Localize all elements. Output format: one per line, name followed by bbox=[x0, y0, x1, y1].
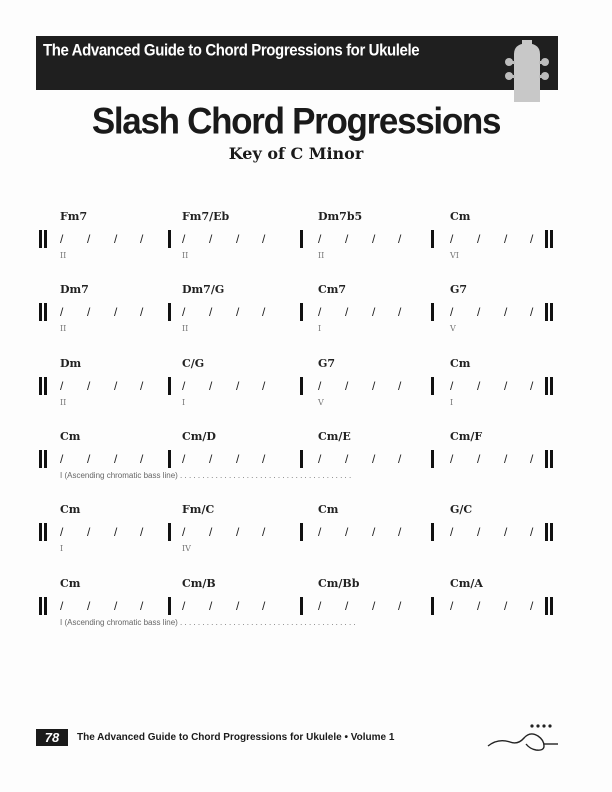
chord-symbol: Fm/C bbox=[182, 503, 215, 516]
ukulele-outline-icon bbox=[486, 722, 560, 752]
start-double-barline bbox=[39, 377, 47, 395]
beat-slash: / bbox=[262, 525, 266, 539]
beat-slash: / bbox=[318, 599, 322, 613]
beat-slash: / bbox=[477, 452, 481, 466]
page-number-box bbox=[36, 729, 68, 746]
beat-slash: / bbox=[182, 452, 186, 466]
chord-symbol: Dm7 bbox=[60, 283, 89, 296]
beat-slash: / bbox=[450, 232, 454, 246]
roman-numeral: I bbox=[60, 544, 64, 553]
footer-text: The Advanced Guide to Chord Progressions for Ukulele • Volume 1 bbox=[77, 732, 395, 743]
roman-numeral: I bbox=[318, 324, 322, 333]
end-double-barline bbox=[545, 303, 553, 321]
chord-symbol: Cm bbox=[60, 430, 81, 443]
barline bbox=[168, 230, 171, 248]
header-banner bbox=[36, 36, 558, 90]
beat-slash: / bbox=[87, 379, 91, 393]
beat-slash: / bbox=[60, 525, 64, 539]
beat-slash: / bbox=[209, 305, 213, 319]
barline bbox=[300, 377, 303, 395]
roman-numeral: II bbox=[60, 251, 67, 260]
beat-slash: / bbox=[530, 452, 534, 466]
beat-slash: / bbox=[398, 232, 402, 246]
barline bbox=[300, 523, 303, 541]
beat-slash: / bbox=[398, 379, 402, 393]
beat-slash: / bbox=[262, 379, 266, 393]
beat-slash: / bbox=[236, 525, 240, 539]
beat-slash: / bbox=[87, 452, 91, 466]
barline bbox=[168, 523, 171, 541]
start-double-barline bbox=[39, 230, 47, 248]
beat-slash: / bbox=[504, 379, 508, 393]
beat-slash: / bbox=[345, 232, 349, 246]
beat-slash: / bbox=[450, 379, 454, 393]
beat-slash: / bbox=[114, 452, 118, 466]
barline bbox=[168, 597, 171, 615]
beat-slash: / bbox=[530, 305, 534, 319]
roman-numeral: I bbox=[182, 398, 186, 407]
beat-slash: / bbox=[318, 379, 322, 393]
barline bbox=[431, 523, 434, 541]
beat-slash: / bbox=[209, 379, 213, 393]
beat-slash: / bbox=[450, 525, 454, 539]
end-double-barline bbox=[545, 230, 553, 248]
beat-slash: / bbox=[345, 452, 349, 466]
end-double-barline bbox=[545, 597, 553, 615]
beat-slash: / bbox=[530, 525, 534, 539]
beat-slash: / bbox=[236, 379, 240, 393]
beat-slash: / bbox=[372, 232, 376, 246]
beat-slash: / bbox=[236, 599, 240, 613]
chord-symbol: Fm7 bbox=[60, 210, 88, 223]
beat-slash: / bbox=[318, 452, 322, 466]
beat-slash: / bbox=[450, 452, 454, 466]
start-double-barline bbox=[39, 303, 47, 321]
beat-slash: / bbox=[504, 525, 508, 539]
beat-slash: / bbox=[262, 305, 266, 319]
beat-slash: / bbox=[530, 232, 534, 246]
progression-row bbox=[0, 210, 612, 270]
beat-slash: / bbox=[114, 379, 118, 393]
ukulele-headstock-icon bbox=[500, 40, 554, 102]
chord-symbol: Cm bbox=[318, 503, 339, 516]
start-double-barline bbox=[39, 450, 47, 468]
beat-slash: / bbox=[398, 305, 402, 319]
barline bbox=[431, 377, 434, 395]
beat-slash: / bbox=[318, 232, 322, 246]
beat-slash: / bbox=[209, 232, 213, 246]
barline bbox=[168, 377, 171, 395]
page-subtitle: Key of C Minor bbox=[228, 144, 364, 163]
chord-symbol: Dm7/G bbox=[182, 283, 225, 296]
progression-note: I (Ascending chromatic bass line) . . . . . . . . . . . . . . . . . . . . . . . . . . . . . . . . . . . . . . . bbox=[60, 471, 352, 480]
beat-slash: / bbox=[372, 599, 376, 613]
barline bbox=[300, 303, 303, 321]
beat-slash: / bbox=[262, 599, 266, 613]
chord-symbol: Cm/D bbox=[182, 430, 216, 443]
start-double-barline bbox=[39, 597, 47, 615]
beat-slash: / bbox=[450, 305, 454, 319]
progression-note: I (Ascending chromatic bass line) . . . . . . . . . . . . . . . . . . . . . . . . . . . . . . . . . . . . . . . . bbox=[60, 618, 356, 627]
chord-symbol: Cm/Bb bbox=[318, 577, 360, 590]
roman-numeral: II bbox=[60, 324, 67, 333]
page-title: Slash Chord Progressions bbox=[91, 101, 501, 142]
beat-slash: / bbox=[87, 232, 91, 246]
beat-slash: / bbox=[450, 599, 454, 613]
beat-slash: / bbox=[209, 599, 213, 613]
roman-numeral: V bbox=[450, 324, 456, 333]
beat-slash: / bbox=[530, 599, 534, 613]
beat-slash: / bbox=[140, 305, 144, 319]
chord-symbol: Cm bbox=[450, 210, 471, 223]
beat-slash: / bbox=[504, 232, 508, 246]
beat-slash: / bbox=[140, 232, 144, 246]
beat-slash: / bbox=[140, 599, 144, 613]
beat-slash: / bbox=[87, 525, 91, 539]
beat-slash: / bbox=[504, 599, 508, 613]
barline bbox=[168, 450, 171, 468]
beat-slash: / bbox=[236, 305, 240, 319]
chord-symbol: Dm7b5 bbox=[318, 210, 363, 223]
chord-symbol: Cm/F bbox=[450, 430, 483, 443]
chord-symbol: C/G bbox=[182, 357, 205, 370]
header-title: The Advanced Guide to Chord Progressions for Ukulele bbox=[43, 41, 420, 61]
beat-slash: / bbox=[60, 305, 64, 319]
page-number: 78 bbox=[44, 730, 60, 745]
beat-slash: / bbox=[398, 452, 402, 466]
barline bbox=[300, 230, 303, 248]
beat-slash: / bbox=[372, 305, 376, 319]
barline bbox=[431, 303, 434, 321]
beat-slash: / bbox=[114, 599, 118, 613]
beat-slash: / bbox=[318, 525, 322, 539]
barline bbox=[431, 450, 434, 468]
beat-slash: / bbox=[504, 452, 508, 466]
progression-row bbox=[0, 283, 612, 343]
beat-slash: / bbox=[372, 379, 376, 393]
roman-numeral: IV bbox=[182, 544, 191, 553]
beat-slash: / bbox=[114, 305, 118, 319]
progression-row bbox=[0, 577, 612, 637]
beat-slash: / bbox=[60, 232, 64, 246]
beat-slash: / bbox=[372, 452, 376, 466]
beat-slash: / bbox=[477, 305, 481, 319]
chord-symbol: Cm/E bbox=[318, 430, 351, 443]
beat-slash: / bbox=[87, 305, 91, 319]
beat-slash: / bbox=[60, 599, 64, 613]
beat-slash: / bbox=[114, 232, 118, 246]
beat-slash: / bbox=[182, 305, 186, 319]
beat-slash: / bbox=[140, 525, 144, 539]
beat-slash: / bbox=[345, 305, 349, 319]
chord-symbol: G7 bbox=[450, 283, 468, 296]
chord-symbol: Fm7/Eb bbox=[182, 210, 230, 223]
barline bbox=[300, 597, 303, 615]
chord-symbol: Dm bbox=[60, 357, 82, 370]
roman-numeral: II bbox=[60, 398, 67, 407]
beat-slash: / bbox=[477, 379, 481, 393]
roman-numeral: V bbox=[318, 398, 324, 407]
roman-numeral: VI bbox=[450, 251, 459, 260]
beat-slash: / bbox=[345, 525, 349, 539]
beat-slash: / bbox=[140, 452, 144, 466]
beat-slash: / bbox=[182, 379, 186, 393]
beat-slash: / bbox=[209, 452, 213, 466]
beat-slash: / bbox=[262, 232, 266, 246]
barline bbox=[431, 230, 434, 248]
beat-slash: / bbox=[262, 452, 266, 466]
beat-slash: / bbox=[60, 452, 64, 466]
beat-slash: / bbox=[60, 379, 64, 393]
chord-symbol: G7 bbox=[318, 357, 336, 370]
beat-slash: / bbox=[236, 452, 240, 466]
beat-slash: / bbox=[182, 599, 186, 613]
roman-numeral: II bbox=[182, 324, 189, 333]
beat-slash: / bbox=[477, 232, 481, 246]
chord-symbol: Cm bbox=[60, 577, 81, 590]
beat-slash: / bbox=[398, 599, 402, 613]
beat-slash: / bbox=[477, 599, 481, 613]
barline bbox=[168, 303, 171, 321]
beat-slash: / bbox=[236, 232, 240, 246]
chord-symbol: Cm7 bbox=[318, 283, 347, 296]
beat-slash: / bbox=[114, 525, 118, 539]
roman-numeral: I bbox=[450, 398, 454, 407]
beat-slash: / bbox=[477, 525, 481, 539]
beat-slash: / bbox=[182, 232, 186, 246]
progression-row bbox=[0, 430, 612, 490]
beat-slash: / bbox=[398, 525, 402, 539]
chord-symbol: Cm/A bbox=[450, 577, 483, 590]
beat-slash: / bbox=[140, 379, 144, 393]
roman-numeral: II bbox=[182, 251, 189, 260]
progression-row bbox=[0, 503, 612, 563]
beat-slash: / bbox=[530, 379, 534, 393]
chord-symbol: Cm bbox=[60, 503, 81, 516]
barline bbox=[300, 450, 303, 468]
beat-slash: / bbox=[318, 305, 322, 319]
progression-row bbox=[0, 357, 612, 417]
start-double-barline bbox=[39, 523, 47, 541]
beat-slash: / bbox=[372, 525, 376, 539]
beat-slash: / bbox=[209, 525, 213, 539]
end-double-barline bbox=[545, 450, 553, 468]
barline bbox=[431, 597, 434, 615]
chord-symbol: Cm/B bbox=[182, 577, 216, 590]
end-double-barline bbox=[545, 523, 553, 541]
chord-symbol: G/C bbox=[450, 503, 473, 516]
beat-slash: / bbox=[87, 599, 91, 613]
end-double-barline bbox=[545, 377, 553, 395]
beat-slash: / bbox=[182, 525, 186, 539]
beat-slash: / bbox=[345, 599, 349, 613]
chord-symbol: Cm bbox=[450, 357, 471, 370]
roman-numeral: II bbox=[318, 251, 325, 260]
beat-slash: / bbox=[345, 379, 349, 393]
beat-slash: / bbox=[504, 305, 508, 319]
